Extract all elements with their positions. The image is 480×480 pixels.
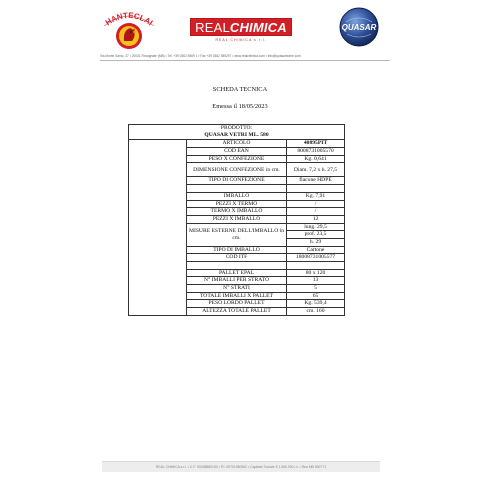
page-footer: REAL CHIMICA s.r.l. • C.F. 00338880150 • P.I. 00701980962 • Capitale Sociale € 1.560.000 i.v. • Rea MB 690771 [102, 461, 380, 472]
product-label: PRODOTTO: [129, 125, 345, 133]
svg-text:QUASAR: QUASAR [341, 23, 377, 32]
row-label: PALLET EPAL [187, 269, 287, 277]
spacer-row [129, 262, 345, 270]
row-label: MISURE ESTERNE DELL'IMBALLO in cm. [187, 223, 287, 246]
table-row [129, 192, 345, 200]
row-value: flacone HDPE [287, 177, 345, 185]
table-row [129, 269, 345, 277]
row-value: 5 [287, 285, 345, 293]
row-value: Cartone [287, 246, 345, 254]
row-value: 65 [287, 292, 345, 300]
table-row [129, 277, 345, 285]
table-row [129, 163, 345, 177]
spec-table [128, 124, 345, 316]
product-name-row [129, 132, 345, 140]
table-row [129, 208, 345, 216]
header-divider [100, 60, 390, 61]
row-label: TIPO DI IMBALLO [187, 246, 287, 254]
row-value: lung. 29,5 [287, 223, 345, 231]
document-title: SCHEDA TECNICA [212, 86, 268, 93]
row-label: TIPO DI CONFEZIONE [187, 177, 287, 185]
row-value: Diam. 7,2 x h. 27,5 [287, 163, 345, 177]
quasar-logo [338, 6, 380, 48]
row-value: prof. 23,5 [287, 231, 345, 239]
table-row [129, 308, 345, 316]
row-label: N° STRATI [187, 285, 287, 293]
row-value: Kg. 0,641 [287, 155, 345, 163]
row-label: N° IMBALLI PER STRATO [187, 277, 287, 285]
table-row [129, 223, 345, 231]
table-row [129, 300, 345, 308]
letterhead [0, 0, 480, 62]
row-value: 13 [287, 277, 345, 285]
company-address: Via Monte Santo, 37 • 20031 Rovagnate (MB) • Tel. +39 0362 5569 1 • Fax +39 0362 555297 • www.realchimica.com • info@quasarhome.com [100, 54, 301, 58]
table-row [129, 140, 345, 148]
brand-subtitle: REAL CHIMICA s.r.l. [215, 38, 267, 42]
row-label: TOTALE IMBALLI X PALLET [187, 292, 287, 300]
table-row [129, 285, 345, 293]
brand-name: REALCHIMICA [195, 19, 287, 35]
row-label: PESO LORDO PALLET [187, 300, 287, 308]
row-value: h. 29 [287, 238, 345, 246]
row-value: cm. 160 [287, 308, 345, 316]
row-label: PEZZI X TERMO [187, 200, 287, 208]
row-label: TERMO X IMBALLO [187, 208, 287, 216]
row-label: PEZZI X IMBALLO [187, 215, 287, 223]
row-label: PESO X CONFEZIONE [187, 155, 287, 163]
issue-date: Emessa il 18/05/2023 [212, 103, 268, 110]
row-value: Kg. 7,91 [287, 192, 345, 200]
row-value: Kg. 539,4 [287, 300, 345, 308]
table-row [129, 148, 345, 156]
table-row [129, 155, 345, 163]
chanteclair-logo [100, 8, 158, 52]
row-value: 12 [287, 215, 345, 223]
product-row [129, 125, 345, 133]
row-label: COD EAN [187, 148, 287, 156]
product-name: QUASAR VETRI ML. 580 [129, 132, 345, 140]
row-value: 80 x 120 [287, 269, 345, 277]
table-row [129, 246, 345, 254]
row-value: 8008731005570 [287, 148, 345, 156]
row-value: 18008731005577 [287, 254, 345, 262]
row-label: ALTEZZA TOTALE PALLET [187, 308, 287, 316]
table-row [129, 177, 345, 185]
row-value: 40895PIT [287, 140, 345, 148]
row-label: DIMENSIONE CONFEZIONE in cm. [187, 163, 287, 177]
svg-text:CHANTECLAIR: HANTECLAI [103, 10, 155, 28]
table-row [129, 292, 345, 300]
table-row [129, 254, 345, 262]
row-label: COD ITF [187, 254, 287, 262]
row-value: / [287, 200, 345, 208]
realchimica-logo [190, 18, 292, 46]
row-label: IMBALLO [187, 192, 287, 200]
row-value: / [287, 208, 345, 216]
spacer-row [129, 185, 345, 193]
table-row [129, 200, 345, 208]
table-row [129, 215, 345, 223]
row-label: ARTICOLO [187, 140, 287, 148]
